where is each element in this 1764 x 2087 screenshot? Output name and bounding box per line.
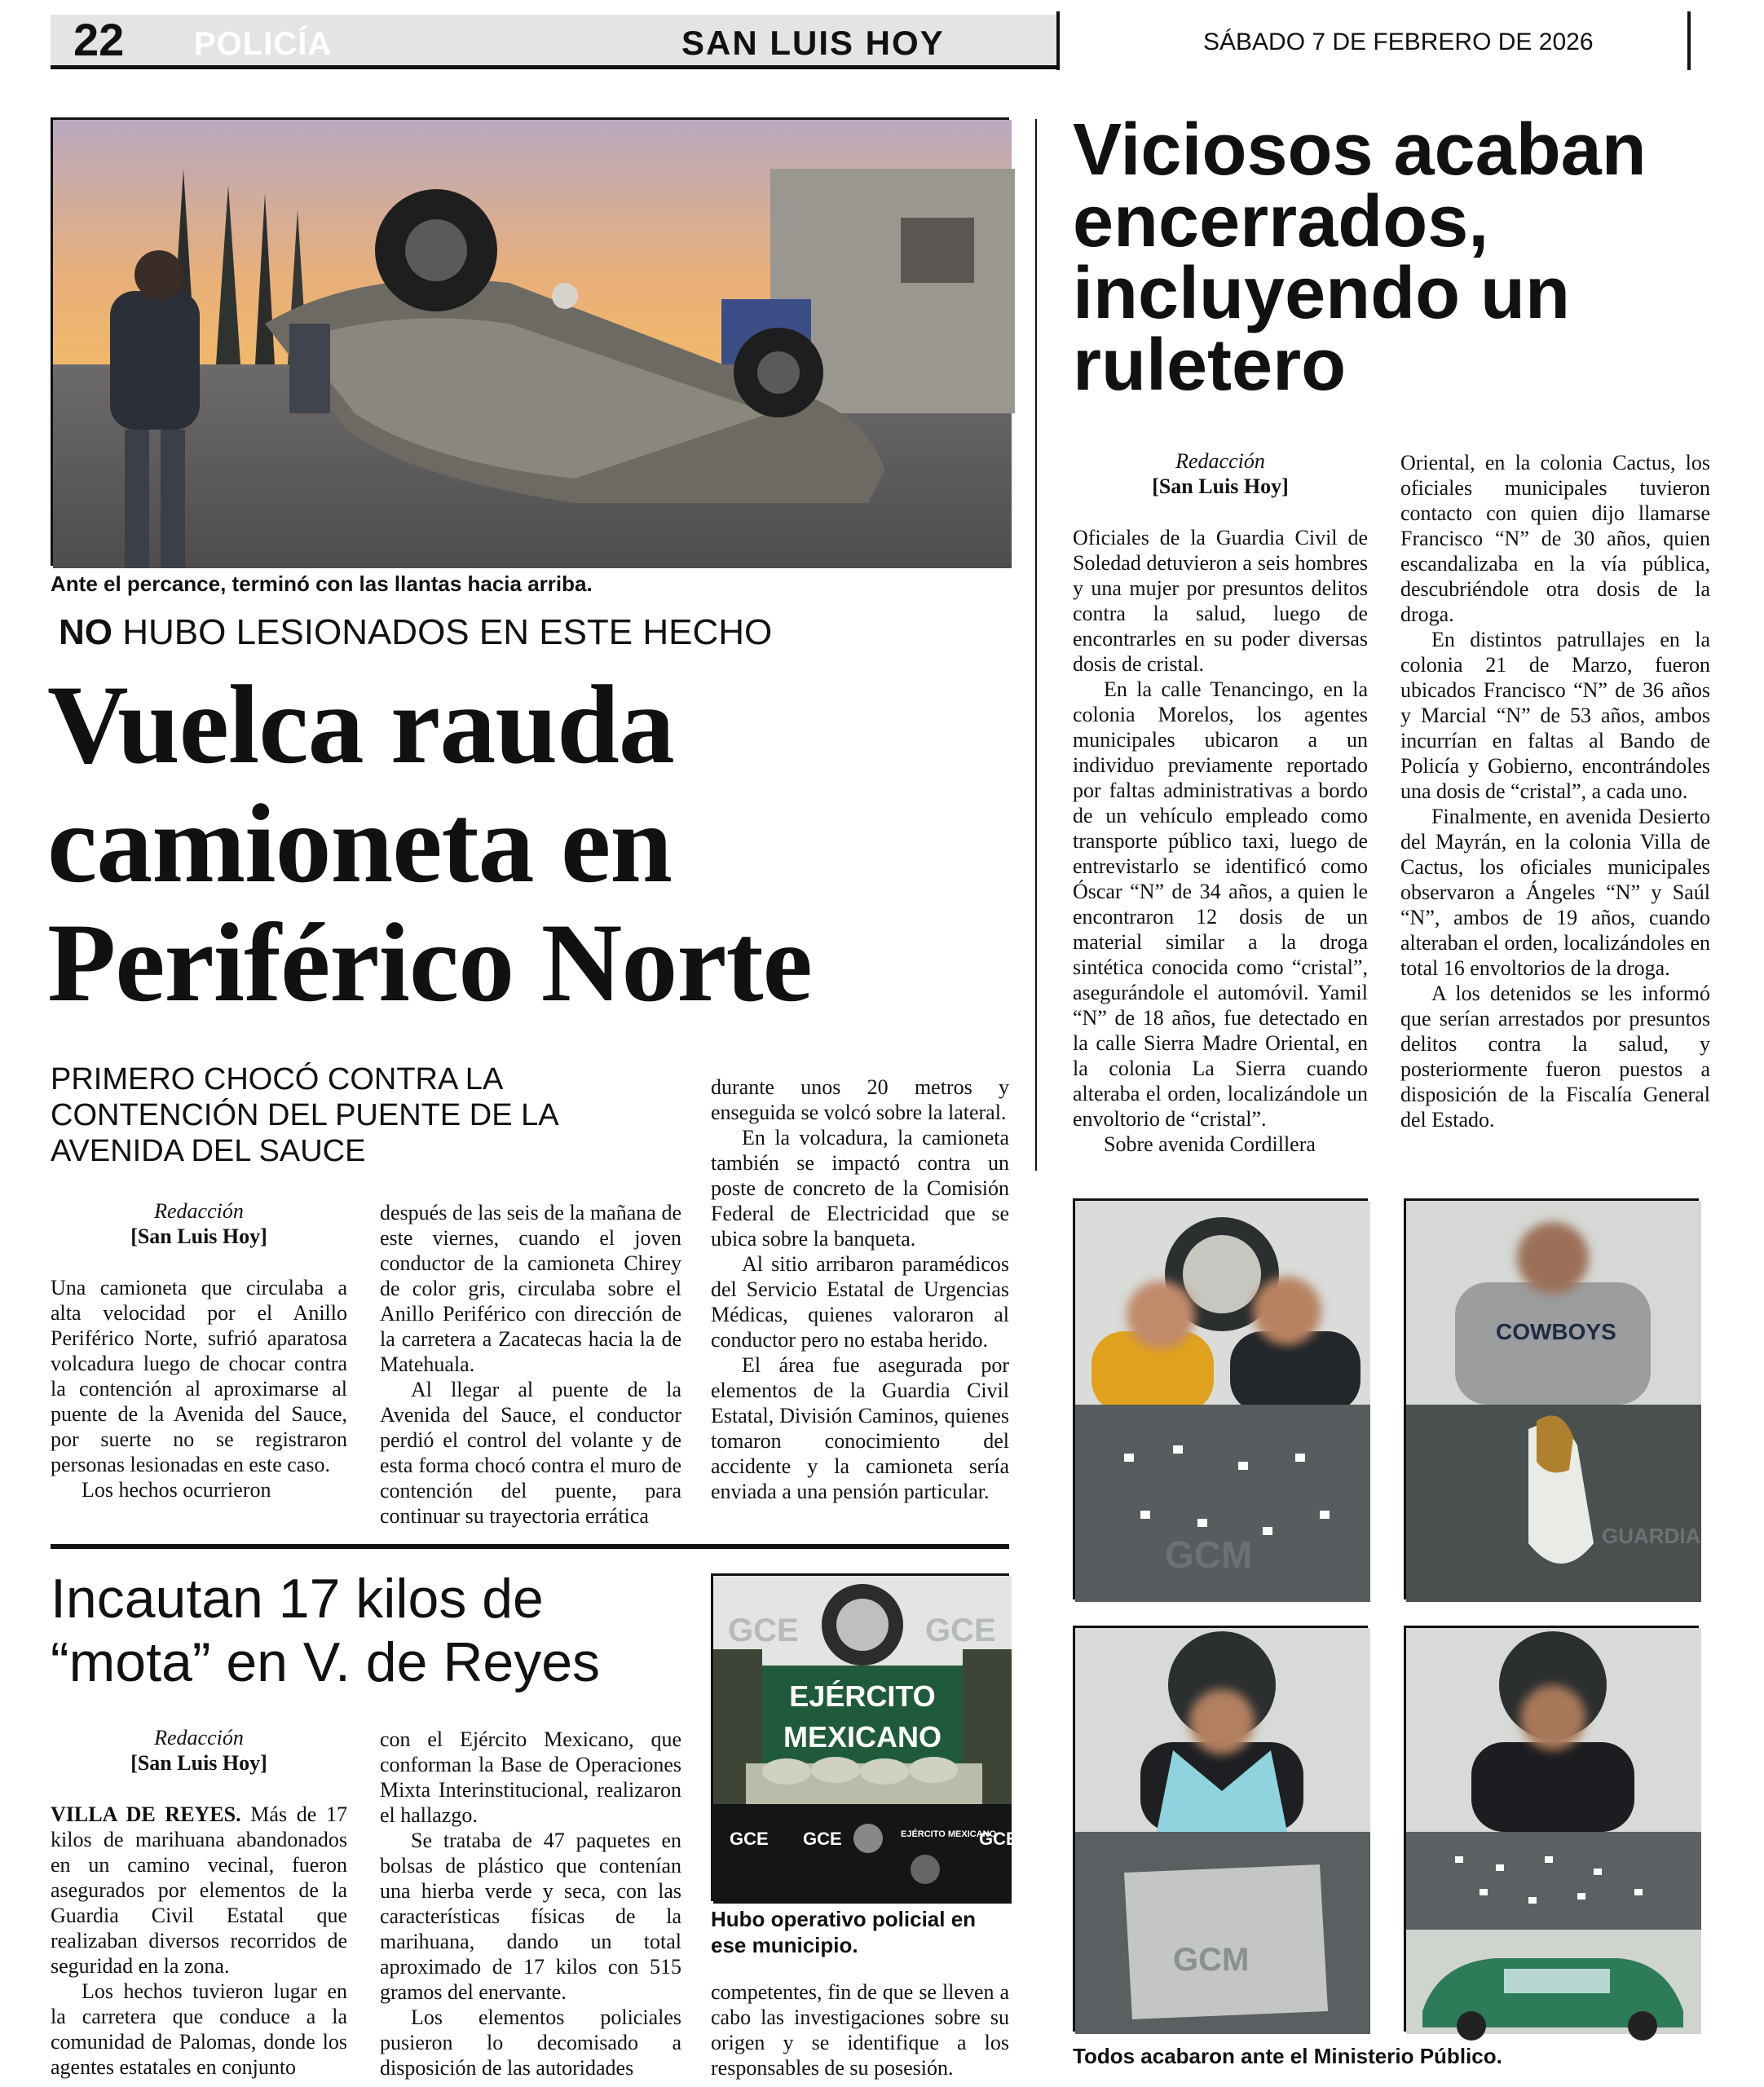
detainees-photo-3: [1073, 1626, 1368, 2032]
detainees-photo-1: [1073, 1198, 1368, 1599]
paragraph: Se trataba de 47 paquetes en bolsas de plástico que contenían una hierba verde y seca, con las características físicas de la marihuana, dando un total aproximado de 17 kilos con 515 gramos del enervante.: [380, 1829, 681, 2004]
detainees-photo-2-art: [1406, 1201, 1701, 1602]
paragraph: Oficiales de la Guardia Civil de Soledad detuvieron a seis hombres y una mujer por presuntos delitos contra la salud, luego de encontrarles en su poder diversas dosis de cristal.: [1073, 526, 1368, 676]
paragraph: después de las seis de la mañana de este viernes, cuando el joven conductor de la camioneta Chirey de color gris, circulaba sobre el Anillo Periférico con dirección de la carretera a Zacatecas hacia la de Matehuala.: [380, 1201, 681, 1376]
story3-byline: [51, 1725, 347, 1776]
paragraph: En la volcadura, la camioneta también se impactó contra un poste de concreto de la Comisión Federal de Electricidad que se ubica sobre la banqueta.: [711, 1126, 1009, 1251]
masthead: SAN LUIS HOY: [681, 24, 945, 62]
story1-col3: [711, 1074, 1009, 1504]
headline-line-2: camioneta en: [47, 781, 673, 906]
section-label: POLICÍA: [194, 26, 333, 62]
headline-line-3: Periférico Norte: [47, 900, 812, 1025]
story1-subhead: [51, 1061, 559, 1169]
headline-line-1: Viciosos acaban: [1073, 109, 1647, 191]
gce-wall-text: GCE: [728, 1613, 799, 1648]
headline-line-2: encerrados,: [1073, 181, 1489, 263]
subhead-line-2: CONTENCIÓN DEL PUENTE DE LA: [51, 1098, 559, 1132]
detainees-photo-3-art: [1075, 1628, 1370, 2034]
story2-col2: [1400, 450, 1710, 1132]
byline-source: [San Luis Hoy]: [1152, 474, 1289, 498]
paragraph: durante unos 20 metros y enseguida se volcó sobre la lateral.: [711, 1075, 1009, 1124]
headline-line-2: “mota” en V. de Reyes: [51, 1631, 601, 1693]
detainees-photo-4-art: [1406, 1628, 1701, 2034]
page-number: 22: [73, 14, 125, 65]
army-photo-caption: [711, 1906, 1009, 1958]
banner-line-2: MEXICANO: [783, 1720, 942, 1754]
headline-line-4: ruletero: [1073, 324, 1347, 406]
gcm-watermark: GCM: [1173, 1942, 1250, 1978]
detainees-photo-2: [1404, 1198, 1699, 1599]
subhead-line-3: AVENIDA DEL SAUCE: [51, 1134, 366, 1168]
headline-line-3: incluyendo un: [1073, 253, 1571, 334]
story3-headline: [51, 1567, 600, 1694]
story3-col3: [711, 1979, 1009, 2080]
paragraph: Los hechos ocurrieron: [82, 1478, 271, 1502]
cowboys-shirt-text: COWBOYS: [1496, 1319, 1616, 1344]
detainees-photo-4: [1404, 1626, 1699, 2032]
rollover-photo-caption: Ante el percance, terminó con las llantas hacia arriba.: [51, 571, 593, 596]
gcm-watermark: GCM: [1165, 1533, 1253, 1576]
story3-col1: [51, 1802, 347, 2080]
gce-table-text-2: GCE: [803, 1829, 842, 1849]
paragraph: El área fue asegurada por elementos de la Guardia Civil Estatal, División Caminos, quienes tomaron conocimiento del accidente y la camioneta sería enviada a una pensión particular.: [711, 1353, 1009, 1503]
subhead-line-1: PRIMERO CHOCÓ CONTRA LA: [51, 1062, 504, 1096]
story3-col2: [380, 1727, 681, 2080]
story2-byline: [1073, 448, 1368, 499]
story1-headline: [47, 662, 812, 1025]
header-rule: [51, 65, 1060, 69]
paragraph: En la calle Tenancingo, en la colonia Morelos, los agentes municipales ubicaron a un individuo previamente reportado por faltas administrativas a bordo de un vehículo empleado como transporte público taxi, luego de entrevistarlo se identificó como Óscar “N” de 34 años, a quien le encontraron 12 dosis de un material similar a la droga sintética conocida como “cristal”, asegurándole el automóvil. Yamil “N” de 18 años, fue detectado en la calle Sierra Madre Oriental, en la colonia La Sierra cuando alteraba el orden, localizándole un envoltorio de “cristal”.: [1073, 677, 1368, 1131]
detainees-photo-1-art: [1075, 1201, 1370, 1602]
rollover-photo-art: [53, 120, 1012, 568]
paragraph: Los elementos policiales pusieron lo decomisado a disposición de las autoridades: [380, 2005, 681, 2080]
kicker-bold: NO: [59, 612, 112, 652]
paragraph: A los detenidos se les informó que serían arrestados por presuntos delitos contra la salud, y posteriormente fueron puestos a disposición de la Fiscalía General del Estado.: [1400, 982, 1710, 1132]
story2-col1: [1073, 525, 1368, 1157]
byline-source: [San Luis Hoy]: [130, 1751, 267, 1775]
headline-line-1: Vuelca rauda: [47, 662, 674, 787]
paragraph: con el Ejército Mexicano, que conforman la Base de Operaciones Mixta Interinstitucional, realizaron el hallazgo.: [380, 1727, 681, 1827]
army-photo-art: [713, 1576, 1018, 1904]
paragraph: Una camioneta que circulaba a alta velocidad por el Anillo Periférico Norte, sufrió aparatosa volcadura luego de chocar contra la contención al aproximarse al puente de la Avenida del Sauce, por suerte no se registraron personas lesionadas en este caso.: [51, 1276, 347, 1476]
story2-headline: [1073, 109, 1647, 406]
story1-kicker: [59, 610, 772, 655]
headline-line-1: Incautan 17 kilos de: [51, 1568, 544, 1630]
gce-wall-text-2: GCE: [925, 1613, 996, 1648]
caption-line-1: Hubo operativo policial en: [711, 1907, 977, 1931]
byline-role: Redacción: [154, 1199, 244, 1223]
gce-table-text-3: GCE: [979, 1829, 1018, 1849]
guardia-watermark: GUARDIA: [1602, 1524, 1701, 1548]
paragraph: Al sitio arribaron paramédicos del Servicio Estatal de Urgencias Médicas, quienes valoraron al conductor pero no estaba herido.: [711, 1252, 1009, 1352]
detainees-photo-caption: Todos acabaron ante el Ministerio Público.: [1073, 2044, 1502, 2068]
story1-col1: [51, 1275, 347, 1502]
header-divider: [1056, 11, 1060, 70]
paragraph: Al llegar al puente de la Avenida del Sauce, el conductor perdió el control del volante y de esta forma chocó contra el muro de contención del puente, para continuar su trayectoria errática: [380, 1378, 681, 1528]
kicker-rest: HUBO LESIONADOS EN ESTE HECHO: [112, 612, 773, 652]
ejercito-table-text: EJÉRCITO MEXICANO: [901, 1829, 997, 1839]
paragraph: En distintos patrullajes en la colonia 21 de Marzo, fueron ubicados Francisco “N” de 36 años y Marcial “N” de 53 años, ambos incurrían en faltas al Bando de Policía y Gobierno, encontrándoles una dosis de “cristal”, a cada uno.: [1400, 628, 1710, 803]
army-photo: [711, 1573, 1018, 1901]
header-divider-right: [1687, 11, 1691, 70]
rollover-photo: [51, 117, 1009, 566]
issue-date: SÁBADO 7 DE FEBRERO DE 2026: [1203, 29, 1594, 55]
column-rule: [1035, 119, 1037, 1171]
paragraph-text: Más de 17 kilos de marihuana abandonados en un camino vecinal, fueron asegurados por elementos de la Guardia Civil Estatal que realizaban diversos recorridos de seguridad en la zona.: [51, 1802, 347, 1978]
story-divider: [51, 1544, 1009, 1549]
story1-byline: [51, 1198, 347, 1249]
gce-table-text: GCE: [730, 1829, 769, 1849]
caption-line-2: ese municipio.: [711, 1933, 858, 1957]
dateline: VILLA DE REYES.: [51, 1802, 241, 1826]
story1-col2: [380, 1200, 681, 1529]
byline-source: [San Luis Hoy]: [130, 1224, 267, 1248]
paragraph: Sobre avenida Cordillera: [1104, 1132, 1316, 1156]
paragraph: Los hechos tuvieron lugar en la carretera que conduce a la comunidad de Palomas, donde los agentes estatales en conjunto: [51, 1979, 347, 2079]
paragraph: [51, 1802, 347, 1979]
paragraph: Finalmente, en avenida Desierto del Mayrán, en la colonia Villa de Cactus, los oficiales municipales observaron a Ángeles “N” y Saúl “N”, ambos de 19 años, cuando alteraban el orden, localizándoles en total 16 envoltorios de la droga.: [1400, 805, 1710, 980]
banner-line-1: EJÉRCITO: [789, 1679, 936, 1713]
byline-role: Redacción: [154, 1726, 244, 1749]
byline-role: Redacción: [1175, 449, 1265, 473]
paragraph: Oriental, en la colonia Cactus, los oficiales municipales tuvieron contacto con quien dijo llamarse Francisco “N” de 30 años, quien escandalizaba en la vía pública, descubriéndole otra dosis de la droga.: [1400, 451, 1710, 626]
paragraph: competentes, fin de que se lleven a cabo las investigaciones sobre su origen y se identifique a los responsables de su posesión.: [711, 1980, 1009, 2080]
